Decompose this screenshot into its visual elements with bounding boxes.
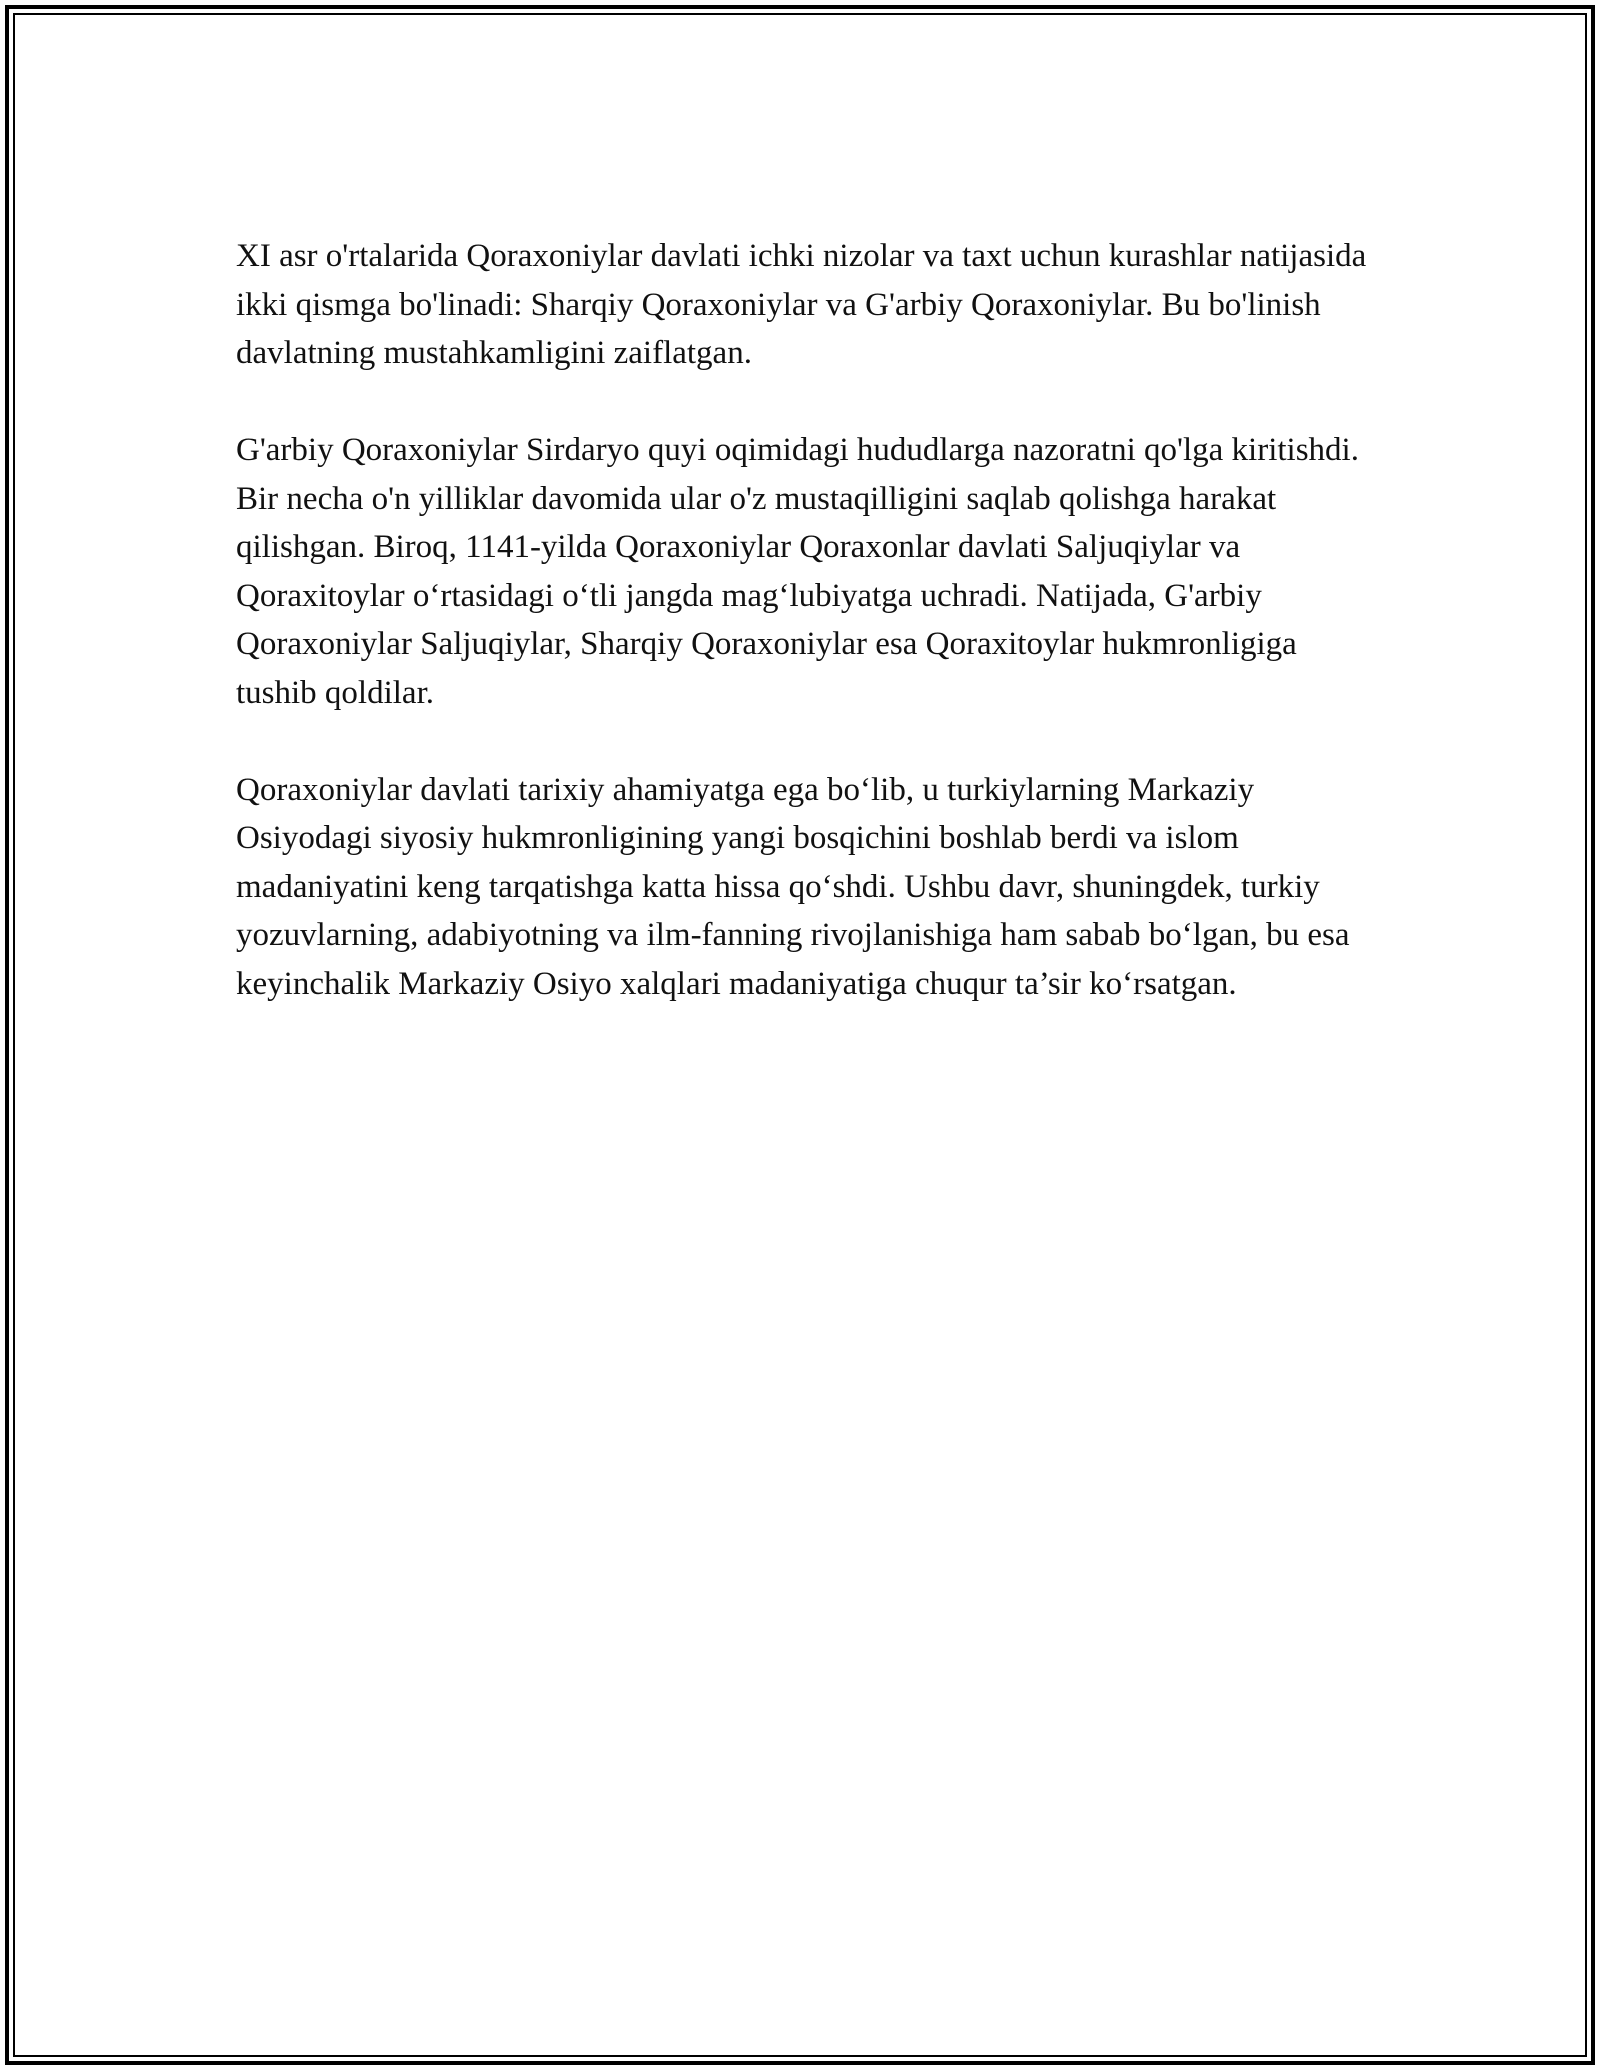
paragraph-2: G'arbiy Qoraxoniylar Sirdaryo quyi oqimidagi hududlarga nazoratni qo'lga kiritishdi. Bir necha o'n yilliklar davomida ular o'z mustaqilligini saqlab qolishga harakat qilishgan. Biroq, 1141-yilda Qoraxoniylar Qoraxonlar davlati Saljuqiylar va Qoraxitoylar o‘rtasidagi o‘tli jangda mag‘lubiyatga uchradi. Natijada, G'arbiy Qoraxoniylar Saljuqiylar, Sharqiy Qoraxoniylar esa Qoraxitoylar hukmronligiga tushib qoldilar. <box>236 432 1359 711</box>
document-body <box>236 232 1376 1057</box>
paragraph-1: XI asr o'rtalarida Qoraxoniylar davlati ichki nizolar va taxt uchun kurashlar natijasida ikki qismga bo'linadi: Sharqiy Qoraxoniylar va G'arbiy Qoraxoniylar. Bu bo'linish davlatning mustahkamligini zaiflatgan. <box>236 238 1367 371</box>
paragraph-3: Qoraxoniylar davlati tarixiy ahamiyatga ega bo‘lib, u turkiylarning Markaziy Osiyodagi siyosiy hukmronligining yangi bosqichini boshlab berdi va islom madaniyatini keng tarqatishga katta hissa qo‘shdi. Ushbu davr, shuningdek, turkiy yozuvlarning, adabiyotning va ilm-fanning rivojlanishiga ham sabab bo‘lgan, bu esa keyinchalik Markaziy Osiyo xalqlari madaniyatiga chuqur ta’sir ko‘rsatgan. <box>236 771 1350 1002</box>
